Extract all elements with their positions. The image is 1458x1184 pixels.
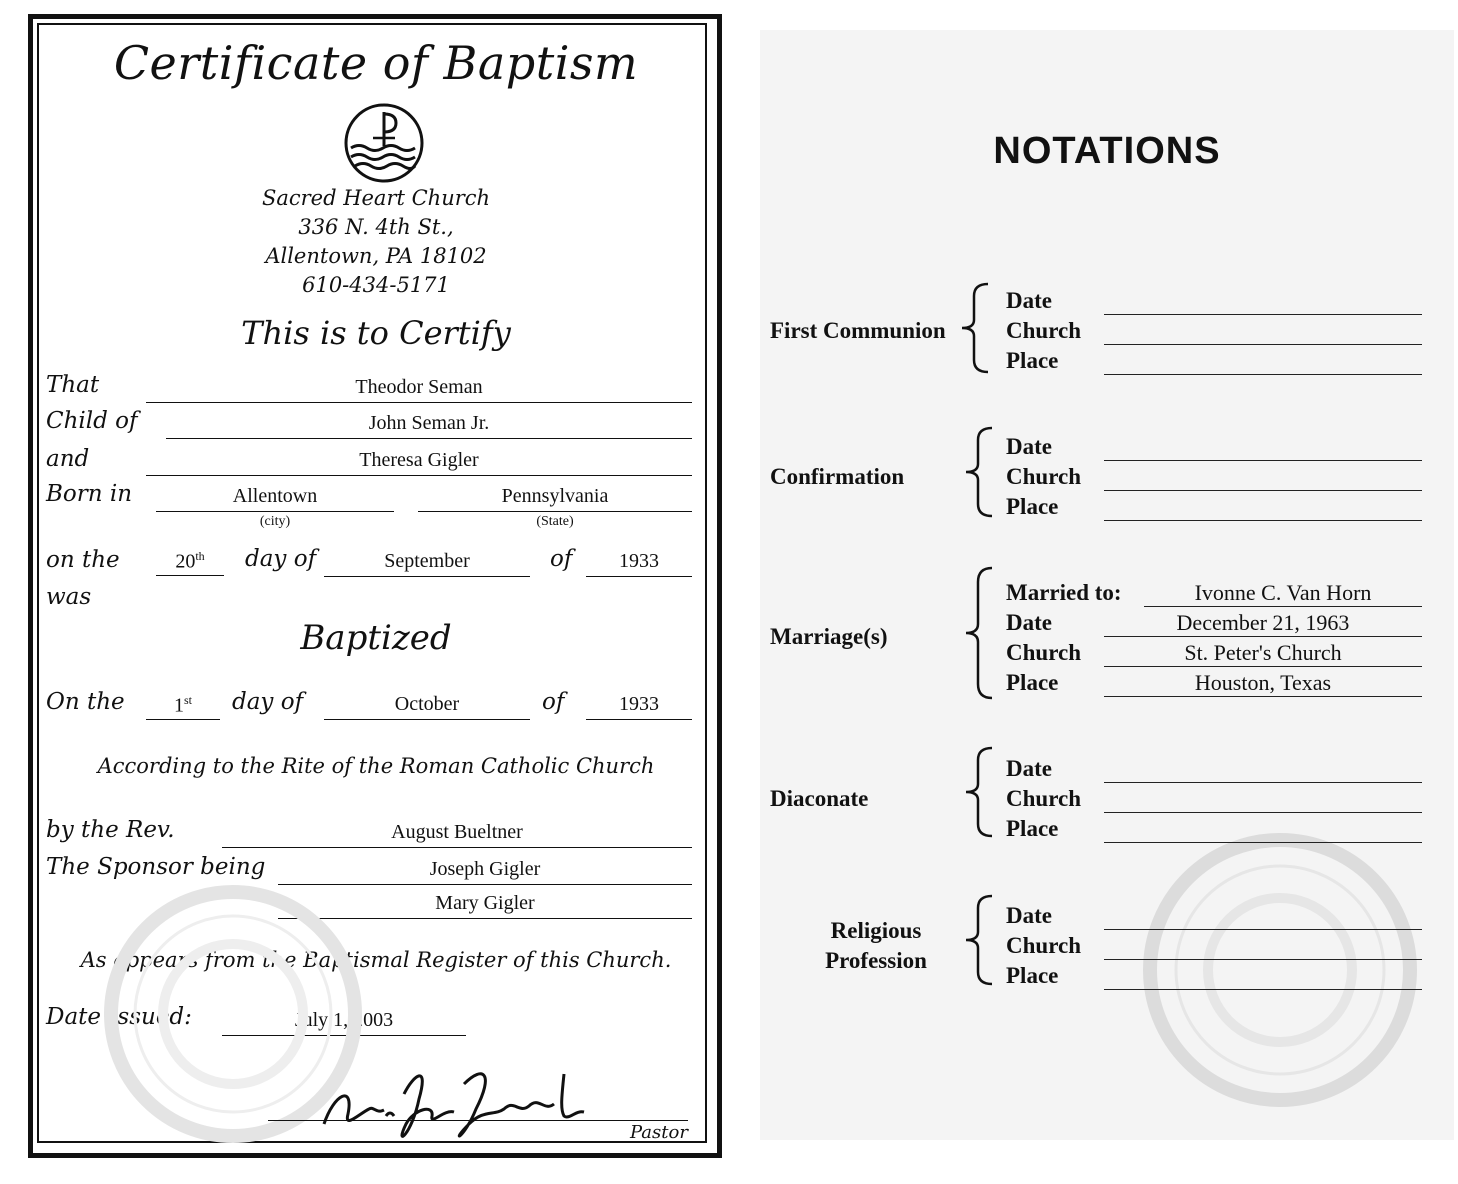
label-on-the: on the [46,547,120,573]
fc-church-line [1104,344,1422,345]
marr-church-label: Church [1006,640,1081,665]
birth-state: Pennsylvania [501,485,609,507]
line-signature [268,1120,688,1121]
label-and: and [46,446,90,472]
church-emblem-icon [343,102,425,184]
church-name: Sacred Heart Church [261,186,491,210]
conf-church-label: Church [1006,464,1081,489]
marr-date-label: Date [1006,610,1052,635]
diac-place-label: Place [1006,816,1059,841]
city-caption: (city) [259,514,291,529]
baptized-heading: Baptized [300,618,452,658]
fc-place-line [1104,374,1422,375]
diac-date-label: Date [1006,756,1052,781]
label-day-of-2: day of [232,689,304,715]
birth-month: September [384,550,470,572]
father-name: John Seman Jr. [368,412,490,434]
reverend-name: August Bueltner [391,821,523,843]
certify-heading: This is to Certify [241,314,511,352]
marr-date: December 21, 1963 [1176,610,1350,635]
brace-icon [962,746,996,838]
diac-church-label: Church [1006,786,1081,811]
rel-date-label: Date [1006,903,1052,928]
fc-date-line [1104,314,1422,315]
line-birth-day [156,575,224,576]
conf-place-label: Place [1006,494,1059,519]
line-bapt-month [324,719,530,720]
label-sponsor: The Sponsor being [46,854,266,880]
line-father [166,438,692,439]
marr-married-to-label: Married to: [1006,580,1122,605]
brace-icon [962,566,996,700]
section-profession: Profession [825,948,927,973]
marr-church: St. Peter's Church [1184,640,1342,665]
line-bapt-day [146,719,220,720]
section-first-communion: First Communion [770,318,946,343]
label-of: of [550,546,573,572]
marr-spouse-line [1144,606,1422,607]
church-city: Allentown, PA 18102 [265,244,487,268]
line-reverend [222,847,692,848]
marr-place: Houston, Texas [1194,670,1332,695]
church-phone: 610-434-5171 [302,273,450,297]
label-on-the-2: On the [46,689,125,715]
sponsor-2: Mary Gigler [435,892,535,914]
register-text: As appears from the Baptismal Register of this Church. [80,948,672,972]
line-mother [146,475,692,476]
child-name: Theodor Seman [355,376,483,398]
conf-church-line [1104,490,1422,491]
fc-place-label: Place [1006,348,1059,373]
marr-date-line [1104,636,1422,637]
fc-date-label: Date [1006,288,1052,313]
notations-title: NOTATIONS [993,130,1221,172]
date-issued: July 1, 2003 [294,1009,394,1031]
line-name [146,402,692,403]
rel-church-line [1104,959,1422,960]
label-born-in: Born in [46,481,133,507]
mother-name: Theresa Gigler [359,449,479,471]
label-by-the-rev: by the Rev. [46,817,175,843]
diac-church-line [1104,812,1422,813]
label-was: was [46,584,92,610]
marr-place-label: Place [1006,670,1059,695]
seal-emboss-right [1110,810,1450,1120]
rel-date-line [1104,929,1422,930]
sponsor-1: Joseph Gigler [429,858,541,880]
brace-icon [962,894,996,986]
line-city [156,511,394,512]
state-caption: (State) [536,514,574,529]
section-diaconate: Diaconate [770,786,869,811]
line-birth-year [586,576,692,577]
section-religious: Religious [830,918,922,943]
label-of-2: of [542,689,565,715]
fc-church-label: Church [1006,318,1081,343]
birth-city: Allentown [232,485,318,507]
pastor-signature [314,1054,624,1150]
section-marriage: Marriage(s) [770,624,888,649]
certificate-title: Certificate of Baptism [113,36,639,90]
conf-date-label: Date [1006,434,1052,459]
birth-year: 1933 [619,550,659,572]
brace-icon [962,426,996,518]
line-birth-month [324,576,530,577]
section-confirmation: Confirmation [770,464,905,489]
rel-place-line [1104,989,1422,990]
diac-place-line [1104,842,1422,843]
conf-place-line [1104,520,1422,521]
rite-text: According to the Rite of the Roman Catholic Church [97,754,655,778]
church-street: 336 N. 4th St., [298,215,454,239]
label-child-of: Child of [46,408,138,434]
brace-icon [958,282,992,374]
marr-church-line [1104,666,1422,667]
label-that: That [46,372,100,398]
conf-date-line [1104,460,1422,461]
marr-spouse: Ivonne C. Van Horn [1194,580,1372,605]
diac-date-line [1104,782,1422,783]
rel-place-label: Place [1006,963,1059,988]
line-state [418,511,692,512]
label-date-issued: Date Issued: [46,1004,192,1030]
line-bapt-year [586,719,692,720]
marr-place-line [1104,696,1422,697]
bapt-year: 1933 [619,693,659,715]
bapt-day: 1st [173,693,192,717]
baptism-certificate [28,14,724,1160]
notations-page [760,30,1454,1140]
label-day-of: day of [245,546,317,572]
pastor-label: Pastor [630,1122,688,1143]
birth-day: 20th [175,549,205,573]
rel-church-label: Church [1006,933,1081,958]
bapt-month: October [394,693,460,715]
